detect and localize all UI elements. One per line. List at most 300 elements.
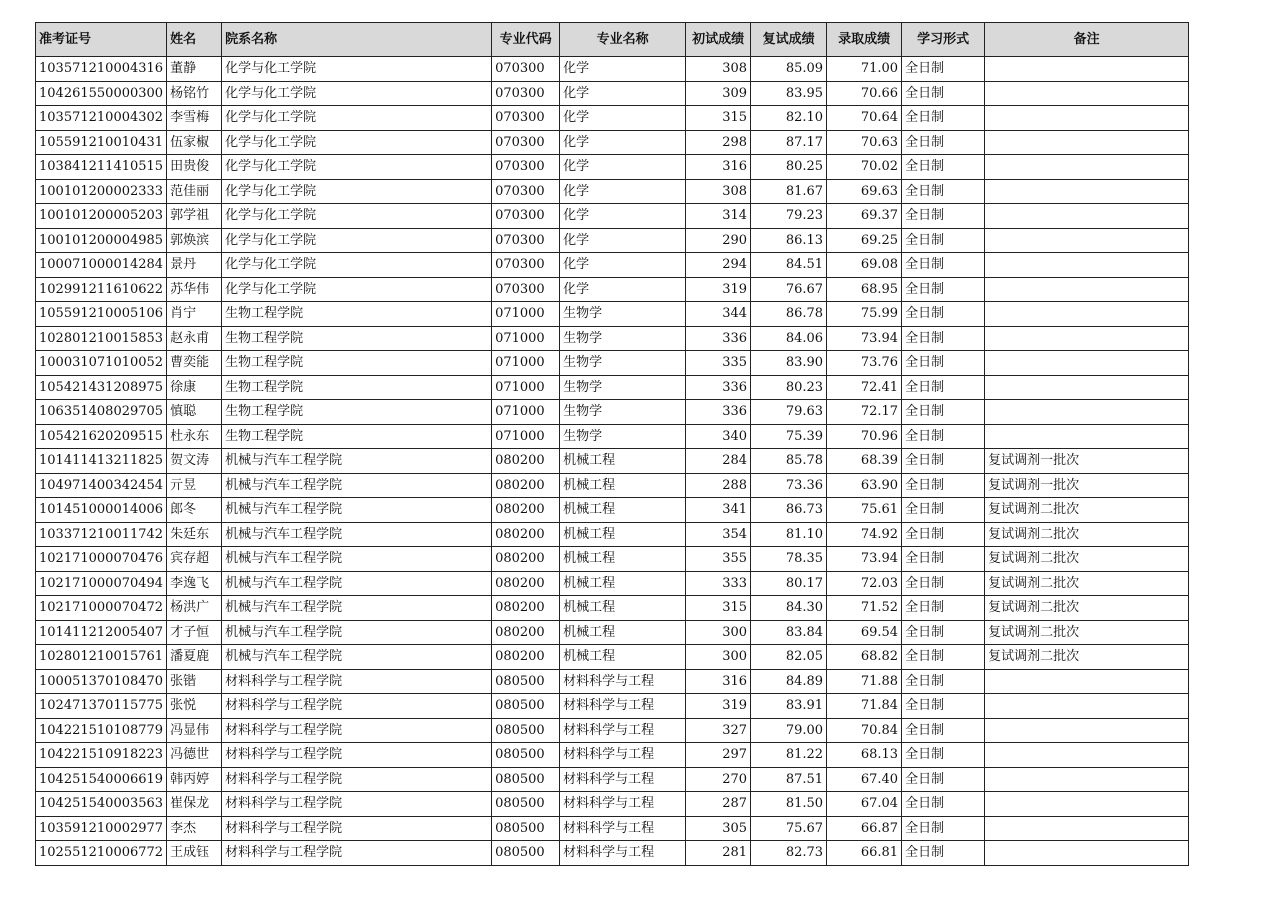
cell-major-code: 080500 <box>492 792 560 817</box>
cell-study-mode: 全日制 <box>902 473 985 498</box>
table-header <box>36 23 1189 57</box>
header-department: 院系名称 <box>222 23 492 57</box>
cell-initial-score: 308 <box>686 179 751 204</box>
cell-retest-score: 86.73 <box>751 498 827 523</box>
table-row <box>36 816 1189 841</box>
cell-study-mode: 全日制 <box>902 522 985 547</box>
cell-name: 亓昱 <box>167 473 222 498</box>
cell-department: 机械与汽车工程学院 <box>222 571 492 596</box>
cell-remark: 复试调剂二批次 <box>985 620 1189 645</box>
cell-name: 李杰 <box>167 816 222 841</box>
cell-department: 材料科学与工程学院 <box>222 816 492 841</box>
cell-initial-score: 327 <box>686 718 751 743</box>
cell-study-mode: 全日制 <box>902 669 985 694</box>
table-row <box>36 204 1189 229</box>
cell-exam-id: 101451000014006 <box>36 498 167 523</box>
cell-admission-score: 71.52 <box>827 596 902 621</box>
cell-exam-id: 102171000070472 <box>36 596 167 621</box>
cell-major-code: 080200 <box>492 596 560 621</box>
cell-admission-score: 70.63 <box>827 130 902 155</box>
cell-admission-score: 69.54 <box>827 620 902 645</box>
cell-exam-id: 104261550000300 <box>36 81 167 106</box>
cell-major-code: 071000 <box>492 400 560 425</box>
cell-major-name: 化学 <box>560 155 686 180</box>
cell-major-code: 080500 <box>492 743 560 768</box>
cell-admission-score: 66.81 <box>827 841 902 866</box>
cell-department: 机械与汽车工程学院 <box>222 498 492 523</box>
cell-exam-id: 105591210010431 <box>36 130 167 155</box>
cell-remark <box>985 424 1189 449</box>
cell-major-name: 机械工程 <box>560 473 686 498</box>
cell-major-code: 070300 <box>492 204 560 229</box>
cell-department: 材料科学与工程学院 <box>222 669 492 694</box>
cell-admission-score: 72.03 <box>827 571 902 596</box>
cell-initial-score: 298 <box>686 130 751 155</box>
cell-initial-score: 344 <box>686 302 751 327</box>
cell-remark: 复试调剂二批次 <box>985 547 1189 572</box>
cell-retest-score: 83.90 <box>751 351 827 376</box>
cell-remark <box>985 179 1189 204</box>
table-row <box>36 326 1189 351</box>
cell-department: 生物工程学院 <box>222 375 492 400</box>
cell-retest-score: 81.67 <box>751 179 827 204</box>
cell-admission-score: 66.87 <box>827 816 902 841</box>
cell-department: 材料科学与工程学院 <box>222 718 492 743</box>
cell-retest-score: 83.84 <box>751 620 827 645</box>
cell-major-code: 080200 <box>492 571 560 596</box>
cell-study-mode: 全日制 <box>902 816 985 841</box>
cell-retest-score: 79.63 <box>751 400 827 425</box>
cell-study-mode: 全日制 <box>902 400 985 425</box>
cell-initial-score: 270 <box>686 767 751 792</box>
cell-major-name: 化学 <box>560 81 686 106</box>
cell-major-code: 080200 <box>492 620 560 645</box>
cell-remark <box>985 155 1189 180</box>
cell-exam-id: 102471370115775 <box>36 694 167 719</box>
cell-major-name: 材料科学与工程 <box>560 816 686 841</box>
table-row <box>36 375 1189 400</box>
cell-major-code: 080200 <box>492 547 560 572</box>
table-row <box>36 400 1189 425</box>
cell-name: 张悦 <box>167 694 222 719</box>
cell-study-mode: 全日制 <box>902 424 985 449</box>
cell-admission-score: 71.88 <box>827 669 902 694</box>
cell-retest-score: 83.91 <box>751 694 827 719</box>
cell-department: 机械与汽车工程学院 <box>222 473 492 498</box>
cell-study-mode: 全日制 <box>902 204 985 229</box>
cell-study-mode: 全日制 <box>902 302 985 327</box>
cell-remark: 复试调剂一批次 <box>985 473 1189 498</box>
cell-major-code: 070300 <box>492 179 560 204</box>
cell-major-code: 070300 <box>492 228 560 253</box>
table-row <box>36 596 1189 621</box>
cell-major-name: 机械工程 <box>560 547 686 572</box>
cell-department: 化学与化工学院 <box>222 130 492 155</box>
cell-initial-score: 336 <box>686 326 751 351</box>
cell-name: 郭学祖 <box>167 204 222 229</box>
cell-admission-score: 68.39 <box>827 449 902 474</box>
cell-exam-id: 103591210002977 <box>36 816 167 841</box>
cell-admission-score: 70.84 <box>827 718 902 743</box>
cell-major-name: 化学 <box>560 57 686 82</box>
cell-remark <box>985 228 1189 253</box>
cell-exam-id: 105421431208975 <box>36 375 167 400</box>
cell-initial-score: 287 <box>686 792 751 817</box>
cell-retest-score: 76.67 <box>751 277 827 302</box>
cell-admission-score: 67.40 <box>827 767 902 792</box>
cell-name: 杜永东 <box>167 424 222 449</box>
cell-initial-score: 284 <box>686 449 751 474</box>
cell-major-name: 材料科学与工程 <box>560 841 686 866</box>
cell-major-name: 化学 <box>560 277 686 302</box>
cell-exam-id: 100101200004985 <box>36 228 167 253</box>
table-body <box>36 57 1189 866</box>
cell-major-code: 080200 <box>492 449 560 474</box>
cell-admission-score: 68.95 <box>827 277 902 302</box>
cell-initial-score: 297 <box>686 743 751 768</box>
cell-study-mode: 全日制 <box>902 645 985 670</box>
cell-initial-score: 316 <box>686 669 751 694</box>
cell-department: 材料科学与工程学院 <box>222 767 492 792</box>
table-row <box>36 449 1189 474</box>
cell-retest-score: 81.10 <box>751 522 827 547</box>
cell-major-code: 080200 <box>492 473 560 498</box>
cell-name: 李逸飞 <box>167 571 222 596</box>
cell-exam-id: 103571210004302 <box>36 106 167 131</box>
cell-exam-id: 102171000070476 <box>36 547 167 572</box>
cell-exam-id: 100071000014284 <box>36 253 167 278</box>
cell-major-name: 生物学 <box>560 400 686 425</box>
cell-admission-score: 69.63 <box>827 179 902 204</box>
cell-major-code: 071000 <box>492 424 560 449</box>
cell-retest-score: 87.51 <box>751 767 827 792</box>
cell-initial-score: 333 <box>686 571 751 596</box>
cell-remark <box>985 375 1189 400</box>
cell-major-name: 化学 <box>560 106 686 131</box>
header-exam-id: 准考证号 <box>36 23 167 57</box>
cell-study-mode: 全日制 <box>902 841 985 866</box>
admission-table <box>35 22 1189 866</box>
cell-retest-score: 84.06 <box>751 326 827 351</box>
table-row <box>36 179 1189 204</box>
cell-department: 机械与汽车工程学院 <box>222 547 492 572</box>
cell-name: 赵永甫 <box>167 326 222 351</box>
cell-retest-score: 81.50 <box>751 792 827 817</box>
cell-major-name: 化学 <box>560 204 686 229</box>
cell-exam-id: 101411413211825 <box>36 449 167 474</box>
table-row <box>36 81 1189 106</box>
cell-name: 景丹 <box>167 253 222 278</box>
cell-admission-score: 63.90 <box>827 473 902 498</box>
cell-department: 材料科学与工程学院 <box>222 841 492 866</box>
cell-name: 冯德世 <box>167 743 222 768</box>
cell-name: 宾存超 <box>167 547 222 572</box>
cell-name: 李雪梅 <box>167 106 222 131</box>
cell-admission-score: 74.92 <box>827 522 902 547</box>
cell-major-name: 生物学 <box>560 375 686 400</box>
cell-major-name: 生物学 <box>560 424 686 449</box>
cell-remark <box>985 669 1189 694</box>
cell-major-name: 材料科学与工程 <box>560 669 686 694</box>
cell-retest-score: 78.35 <box>751 547 827 572</box>
cell-major-code: 080500 <box>492 816 560 841</box>
cell-exam-id: 104971400342454 <box>36 473 167 498</box>
cell-exam-id: 105591210005106 <box>36 302 167 327</box>
table-row <box>36 841 1189 866</box>
cell-initial-score: 294 <box>686 253 751 278</box>
cell-retest-score: 75.67 <box>751 816 827 841</box>
cell-department: 机械与汽车工程学院 <box>222 522 492 547</box>
table-row <box>36 498 1189 523</box>
cell-study-mode: 全日制 <box>902 718 985 743</box>
cell-name: 曹奕能 <box>167 351 222 376</box>
cell-retest-score: 84.51 <box>751 253 827 278</box>
cell-major-code: 071000 <box>492 375 560 400</box>
table-row <box>36 351 1189 376</box>
cell-remark: 复试调剂二批次 <box>985 522 1189 547</box>
cell-exam-id: 102171000070494 <box>36 571 167 596</box>
table-row <box>36 620 1189 645</box>
cell-major-code: 080500 <box>492 669 560 694</box>
cell-department: 化学与化工学院 <box>222 253 492 278</box>
cell-study-mode: 全日制 <box>902 228 985 253</box>
cell-remark <box>985 253 1189 278</box>
table-row <box>36 130 1189 155</box>
cell-major-code: 080500 <box>492 694 560 719</box>
cell-name: 郎冬 <box>167 498 222 523</box>
cell-admission-score: 73.76 <box>827 351 902 376</box>
table-row <box>36 792 1189 817</box>
cell-exam-id: 104221510108779 <box>36 718 167 743</box>
cell-major-code: 071000 <box>492 351 560 376</box>
cell-retest-score: 86.78 <box>751 302 827 327</box>
cell-retest-score: 73.36 <box>751 473 827 498</box>
cell-admission-score: 72.17 <box>827 400 902 425</box>
cell-name: 朱廷东 <box>167 522 222 547</box>
cell-major-name: 化学 <box>560 179 686 204</box>
cell-initial-score: 336 <box>686 375 751 400</box>
cell-major-name: 材料科学与工程 <box>560 743 686 768</box>
cell-admission-score: 69.08 <box>827 253 902 278</box>
cell-study-mode: 全日制 <box>902 596 985 621</box>
cell-name: 王成钰 <box>167 841 222 866</box>
cell-retest-score: 85.09 <box>751 57 827 82</box>
cell-study-mode: 全日制 <box>902 253 985 278</box>
cell-retest-score: 80.25 <box>751 155 827 180</box>
cell-exam-id: 102991211610622 <box>36 277 167 302</box>
cell-initial-score: 340 <box>686 424 751 449</box>
table-row <box>36 767 1189 792</box>
cell-remark <box>985 130 1189 155</box>
cell-retest-score: 85.78 <box>751 449 827 474</box>
cell-initial-score: 354 <box>686 522 751 547</box>
cell-exam-id: 103371210011742 <box>36 522 167 547</box>
header-retest-score: 复试成绩 <box>751 23 827 57</box>
cell-department: 生物工程学院 <box>222 326 492 351</box>
cell-remark <box>985 204 1189 229</box>
cell-department: 机械与汽车工程学院 <box>222 620 492 645</box>
table-row <box>36 547 1189 572</box>
cell-admission-score: 67.04 <box>827 792 902 817</box>
cell-major-code: 070300 <box>492 57 560 82</box>
cell-initial-score: 300 <box>686 620 751 645</box>
cell-study-mode: 全日制 <box>902 81 985 106</box>
cell-study-mode: 全日制 <box>902 106 985 131</box>
cell-department: 化学与化工学院 <box>222 106 492 131</box>
cell-admission-score: 73.94 <box>827 326 902 351</box>
cell-study-mode: 全日制 <box>902 375 985 400</box>
cell-admission-score: 69.37 <box>827 204 902 229</box>
cell-study-mode: 全日制 <box>902 277 985 302</box>
cell-major-code: 070300 <box>492 253 560 278</box>
cell-remark: 复试调剂一批次 <box>985 449 1189 474</box>
cell-initial-score: 316 <box>686 155 751 180</box>
cell-retest-score: 80.17 <box>751 571 827 596</box>
cell-name: 郭焕滨 <box>167 228 222 253</box>
cell-admission-score: 71.84 <box>827 694 902 719</box>
table-row <box>36 253 1189 278</box>
header-remark: 备注 <box>985 23 1189 57</box>
cell-initial-score: 355 <box>686 547 751 572</box>
cell-major-name: 材料科学与工程 <box>560 718 686 743</box>
cell-major-name: 化学 <box>560 253 686 278</box>
cell-initial-score: 288 <box>686 473 751 498</box>
cell-admission-score: 70.96 <box>827 424 902 449</box>
cell-retest-score: 84.30 <box>751 596 827 621</box>
cell-major-code: 070300 <box>492 155 560 180</box>
cell-department: 化学与化工学院 <box>222 204 492 229</box>
cell-study-mode: 全日制 <box>902 767 985 792</box>
cell-initial-score: 335 <box>686 351 751 376</box>
cell-exam-id: 102801210015853 <box>36 326 167 351</box>
cell-study-mode: 全日制 <box>902 743 985 768</box>
cell-major-code: 080200 <box>492 522 560 547</box>
cell-admission-score: 70.66 <box>827 81 902 106</box>
table-row <box>36 302 1189 327</box>
cell-name: 范佳丽 <box>167 179 222 204</box>
cell-major-name: 机械工程 <box>560 596 686 621</box>
cell-initial-score: 315 <box>686 596 751 621</box>
cell-department: 机械与汽车工程学院 <box>222 596 492 621</box>
table-row <box>36 155 1189 180</box>
cell-exam-id: 102551210006772 <box>36 841 167 866</box>
cell-exam-id: 104221510918223 <box>36 743 167 768</box>
cell-remark <box>985 302 1189 327</box>
table-row <box>36 473 1189 498</box>
table-row <box>36 106 1189 131</box>
cell-major-code: 070300 <box>492 130 560 155</box>
cell-remark <box>985 792 1189 817</box>
cell-exam-id: 102801210015761 <box>36 645 167 670</box>
table-row <box>36 277 1189 302</box>
cell-remark: 复试调剂二批次 <box>985 596 1189 621</box>
cell-exam-id: 103841211410515 <box>36 155 167 180</box>
cell-retest-score: 79.00 <box>751 718 827 743</box>
cell-exam-id: 104251540006619 <box>36 767 167 792</box>
cell-name: 冯显伟 <box>167 718 222 743</box>
cell-initial-score: 300 <box>686 645 751 670</box>
cell-exam-id: 103571210004316 <box>36 57 167 82</box>
cell-study-mode: 全日制 <box>902 694 985 719</box>
cell-major-name: 生物学 <box>560 302 686 327</box>
cell-study-mode: 全日制 <box>902 179 985 204</box>
cell-exam-id: 106351408029705 <box>36 400 167 425</box>
header-study-mode: 学习形式 <box>902 23 985 57</box>
cell-retest-score: 87.17 <box>751 130 827 155</box>
cell-major-code: 070300 <box>492 106 560 131</box>
cell-major-code: 080500 <box>492 841 560 866</box>
cell-study-mode: 全日制 <box>902 620 985 645</box>
cell-study-mode: 全日制 <box>902 449 985 474</box>
cell-remark <box>985 767 1189 792</box>
cell-department: 化学与化工学院 <box>222 57 492 82</box>
cell-remark <box>985 841 1189 866</box>
cell-study-mode: 全日制 <box>902 130 985 155</box>
cell-admission-score: 75.99 <box>827 302 902 327</box>
cell-initial-score: 315 <box>686 106 751 131</box>
cell-major-name: 机械工程 <box>560 645 686 670</box>
cell-name: 慎聪 <box>167 400 222 425</box>
cell-remark <box>985 57 1189 82</box>
cell-department: 机械与汽车工程学院 <box>222 449 492 474</box>
cell-exam-id: 100051370108470 <box>36 669 167 694</box>
cell-initial-score: 319 <box>686 694 751 719</box>
cell-remark: 复试调剂二批次 <box>985 498 1189 523</box>
cell-admission-score: 70.64 <box>827 106 902 131</box>
table-row <box>36 424 1189 449</box>
cell-name: 贺文涛 <box>167 449 222 474</box>
cell-initial-score: 336 <box>686 400 751 425</box>
cell-department: 材料科学与工程学院 <box>222 792 492 817</box>
cell-study-mode: 全日制 <box>902 57 985 82</box>
cell-admission-score: 72.41 <box>827 375 902 400</box>
cell-major-name: 机械工程 <box>560 522 686 547</box>
cell-department: 机械与汽车工程学院 <box>222 645 492 670</box>
cell-remark <box>985 718 1189 743</box>
table-row <box>36 694 1189 719</box>
cell-initial-score: 305 <box>686 816 751 841</box>
cell-major-code: 071000 <box>492 302 560 327</box>
cell-initial-score: 309 <box>686 81 751 106</box>
cell-retest-score: 81.22 <box>751 743 827 768</box>
table-row <box>36 743 1189 768</box>
cell-remark <box>985 277 1189 302</box>
cell-retest-score: 82.73 <box>751 841 827 866</box>
cell-major-name: 机械工程 <box>560 498 686 523</box>
cell-major-code: 080200 <box>492 645 560 670</box>
cell-name: 徐康 <box>167 375 222 400</box>
cell-remark <box>985 351 1189 376</box>
cell-department: 生物工程学院 <box>222 424 492 449</box>
cell-major-name: 生物学 <box>560 326 686 351</box>
cell-admission-score: 75.61 <box>827 498 902 523</box>
cell-exam-id: 105421620209515 <box>36 424 167 449</box>
cell-name: 肖宁 <box>167 302 222 327</box>
cell-major-code: 080500 <box>492 718 560 743</box>
cell-study-mode: 全日制 <box>902 792 985 817</box>
cell-retest-score: 86.13 <box>751 228 827 253</box>
cell-major-code: 071000 <box>492 326 560 351</box>
cell-name: 潘夏鹿 <box>167 645 222 670</box>
cell-major-name: 生物学 <box>560 351 686 376</box>
cell-department: 化学与化工学院 <box>222 81 492 106</box>
header-major-name: 专业名称 <box>560 23 686 57</box>
cell-department: 化学与化工学院 <box>222 179 492 204</box>
table-row <box>36 228 1189 253</box>
cell-exam-id: 100101200005203 <box>36 204 167 229</box>
cell-major-name: 机械工程 <box>560 571 686 596</box>
cell-initial-score: 308 <box>686 57 751 82</box>
